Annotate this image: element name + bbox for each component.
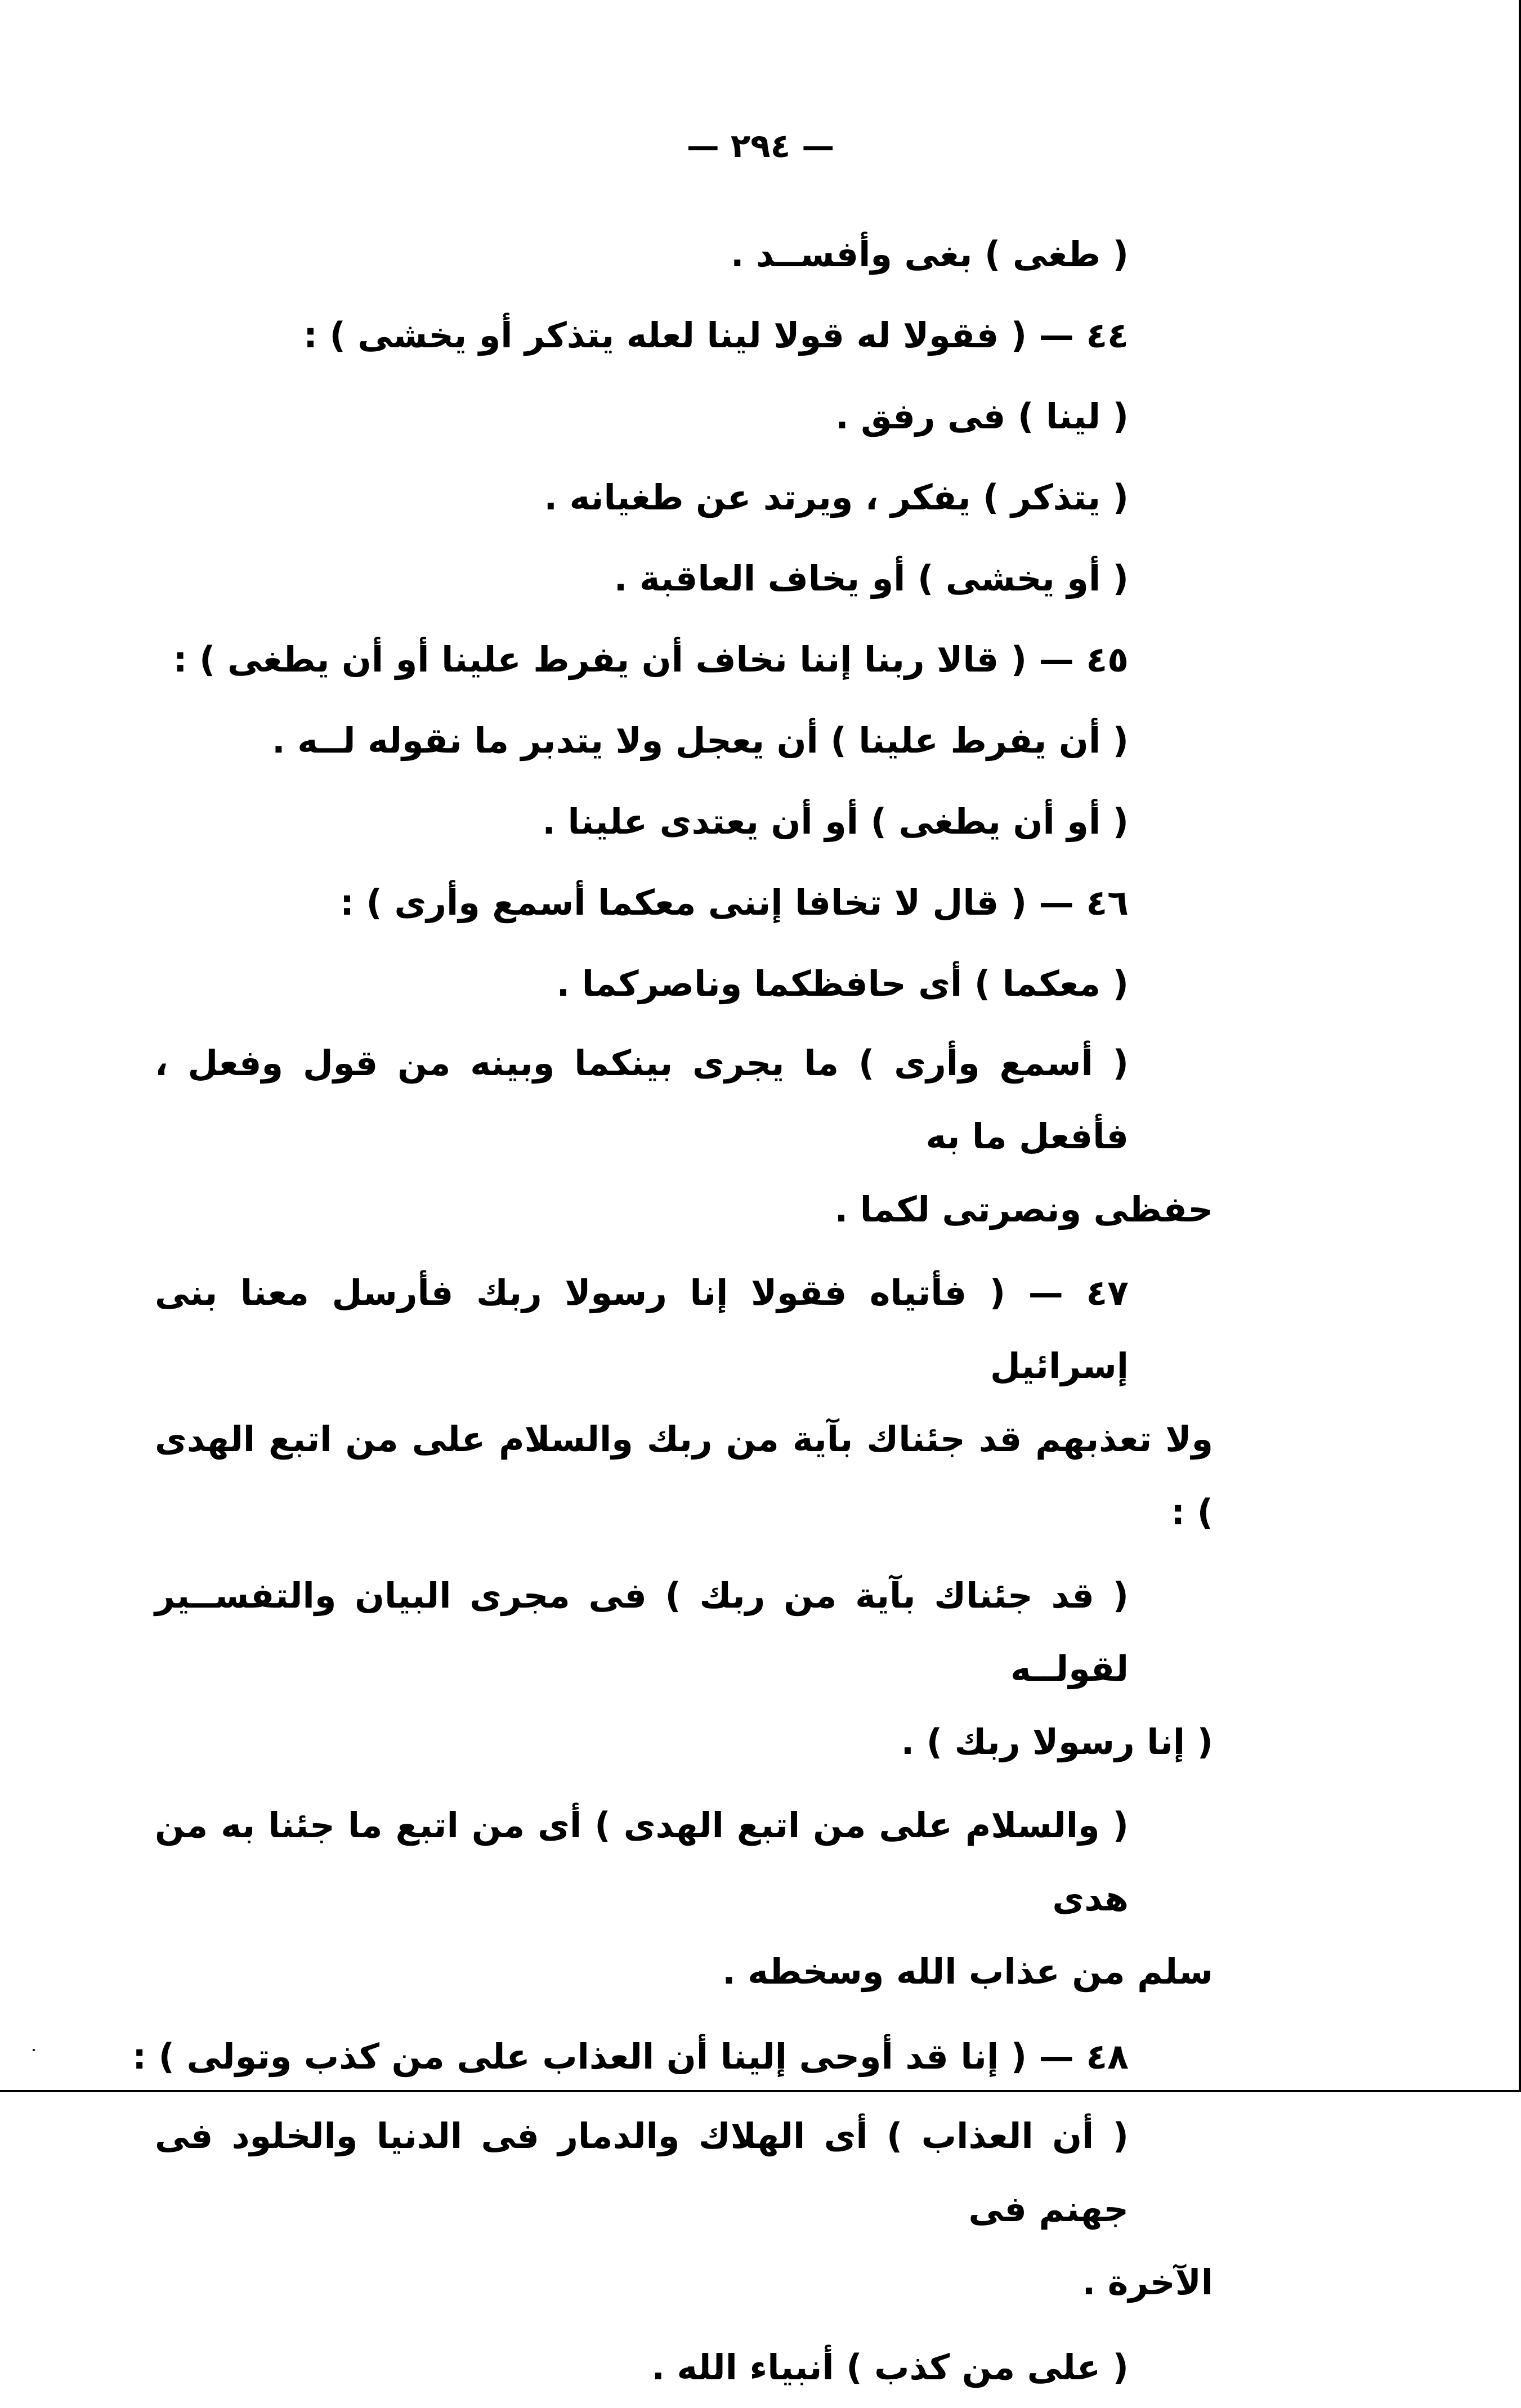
- scan-speck: [33, 2049, 35, 2051]
- paragraph: [155, 1557, 1213, 1787]
- text-line: ( لينا ) فى رفق .: [835, 396, 1129, 437]
- paragraph: [155, 2097, 1213, 2327]
- verse-heading: ٤٥ — ( قالا ربنا إننا نخاف أن يفرط علينا أو أن يطغى ) :: [173, 639, 1129, 680]
- paragraph-continuation: سلم من عذاب الله وسخطه .: [722, 1951, 1213, 1992]
- text-line: ( أو يخشى ) أو يخاف العاقبة .: [614, 558, 1129, 599]
- verse-paragraph: [155, 1254, 1213, 1557]
- text-line: ( أو أن يطغى ) أو أن يعتدى علينا .: [542, 801, 1129, 842]
- paragraph-first-line: ( أسمع وأرى ) ما يجرى بينكما وبينه من قول وفعل ، فأفعل ما به: [155, 1042, 1129, 1157]
- page-number: — ٢٩٤ —: [686, 127, 835, 165]
- text-line: ( أن يفرط علينا ) أن يعجل ولا يتدبر ما نقوله لــه .: [272, 720, 1129, 761]
- paragraph-continuation: ( إنا رسولا ربك ) .: [901, 1721, 1213, 1762]
- paragraph-continuation: حفظى ونصرتى لكما .: [834, 1189, 1213, 1230]
- paragraph: [155, 1787, 1213, 2016]
- text-line: ( يتذكر ) يفكر ، ويرتد عن طغيانه .: [544, 477, 1129, 518]
- verse-heading: ٤٦ — ( قال لا تخافا إننى معكما أسمع وأرى ) :: [340, 882, 1129, 923]
- paragraph-first-line: ( أن العذاب ) أى الهلاك والدمار فى الدنيا والخلود فى جهنم فى: [155, 2115, 1129, 2230]
- verse-heading: ٤٤ — ( فقولا له قولا لينا لعله يتذكر أو يخشى ) :: [303, 315, 1129, 356]
- text-line: ( طغى ) بغى وأفســد .: [731, 234, 1129, 275]
- text-line: ( معكما ) أى حافظكما وناصركما .: [556, 963, 1129, 1004]
- paragraph-first-line: ٤٧ — ( فأتياه فقولا إنا رسولا ربك فأرسل معنا بنى إسرائيل: [155, 1272, 1129, 1386]
- paragraph-first-line: ( قد جئناك بآية من ربك ) فى مجرى البيان والتفســير لقولــه: [155, 1575, 1129, 1689]
- paragraph-continuation: الآخرة .: [1082, 2262, 1213, 2303]
- page-body: [132, 214, 1213, 2408]
- paragraph: [155, 1024, 1213, 1254]
- text-line: ( على من كذب ) أنبياء الله .: [651, 2347, 1129, 2388]
- verse-heading: ٤٨ — ( إنا قد أوحى إلينا أن العذاب على من كذب وتولى ) :: [132, 2036, 1129, 2077]
- paragraph-first-line: ( والسلام على من اتبع الهدى ) أى من اتبع ما جئنا به من هدى: [155, 1805, 1129, 1919]
- paragraph-continuation: ولا تعذبهم قد جئناك بآية من ربك والسلام على من اتبع الهدى ) :: [155, 1418, 1213, 1533]
